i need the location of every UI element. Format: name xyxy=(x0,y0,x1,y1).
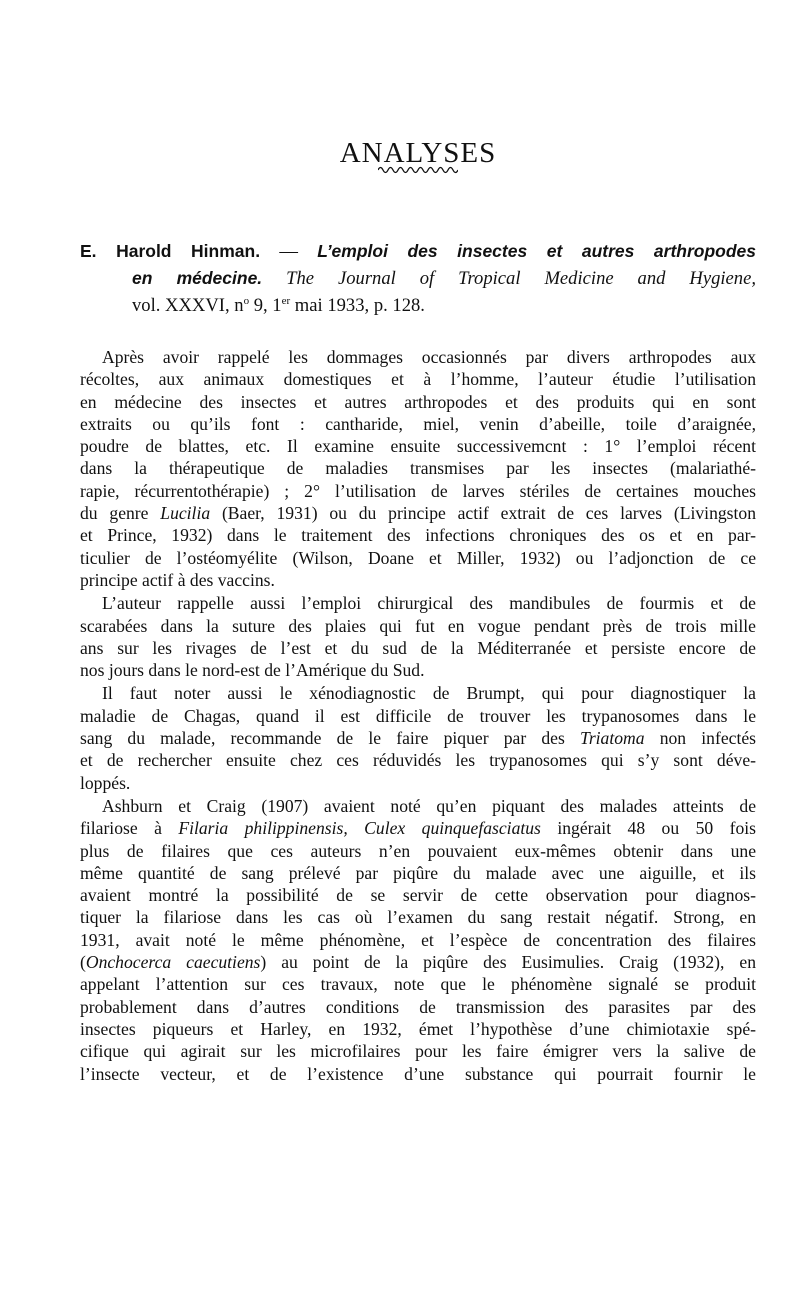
body-line: maladie de Chagas, quand il est difficile de trouver les trypanosomes dans le xyxy=(80,705,756,726)
body-line: Ashburn et Craig (1907) avaient noté qu’en piquant des malades atteints de xyxy=(102,795,756,816)
body-line: Il faut noter aussi le xénodiagnostic de Brumpt, qui pour diagnostiquer la xyxy=(102,683,756,704)
citation-sup-o: o xyxy=(243,294,250,307)
citation-vol-prefix: vol. XXXVI, n xyxy=(132,295,244,316)
body-line: sang du malade, recommande de le faire piquer par des Triatoma non infectés xyxy=(80,728,756,749)
body-line: tiquer la filariose dans les cas où l’examen du sang restait négatif. Strong, en xyxy=(80,907,756,928)
citation-line-1 xyxy=(80,238,756,265)
body-line: L’auteur rappelle aussi l’emploi chirurgical des mandibules de fourmis et de xyxy=(102,593,756,614)
citation-line-3 xyxy=(80,292,756,319)
citation-author: E. Harold Hinman. xyxy=(80,241,261,261)
body-line: et de rechercher ensuite chez ces réduvidés les trypanosomes qui s’y sont déve- xyxy=(80,750,756,771)
body-line: en médecine des insectes et autres arthropodes et des produits qui en sont xyxy=(80,391,756,412)
body-paragraph xyxy=(80,795,756,1085)
citation-dash: — xyxy=(260,241,318,262)
body-line: plus de filaires que ces auteurs n’en pouvaient eux-mêmes obtenir dans une xyxy=(80,840,756,861)
wavy-ornament-icon xyxy=(378,164,458,176)
italic-term: Triatoma xyxy=(580,728,645,749)
body-line: même quantité de sang prélevé par piqûre du malade avec une aiguille, et ils xyxy=(80,862,756,883)
body-line: nos jours dans le nord-est de l’Amérique du Sud. xyxy=(80,660,425,681)
body-line: ans sur les rivages de l’est et du sud de la Méditerranée et persiste encore de xyxy=(80,637,756,658)
body-paragraph xyxy=(80,682,756,793)
citation-journal: The Journal of Tropical Medicine and Hygiene, xyxy=(286,268,756,289)
body-line: ticulier de l’ostéomyélite (Wilson, Doane et Miller, 1932) ou l’adjonction de ce xyxy=(80,547,756,568)
body-line: 1931, avait noté le même phénomène, et l’espèce de concentration des filaires xyxy=(80,929,756,950)
body-line: principe actif à des vaccins. xyxy=(80,569,275,590)
body-line: scarabées dans la suture des plaies qui fut en vogue pendant près de trois mille xyxy=(80,615,756,636)
citation-vol-num: 9, 1 xyxy=(249,295,282,316)
italic-term: Onchocerca caecutiens xyxy=(85,952,261,973)
citation-line-2 xyxy=(80,265,756,292)
body-line: l’insecte vecteur, et de l’existence d’une substance qui pourrait fournir le xyxy=(80,1063,756,1084)
bibliographic-citation xyxy=(80,238,756,319)
body-line: récoltes, aux animaux domestiques et à l’homme, l’auteur étudie l’utilisation xyxy=(80,369,756,390)
wavy-ornament-divider xyxy=(378,164,458,176)
citation-title-part2: en médecine. xyxy=(132,268,263,288)
citation-sup-er: er xyxy=(281,294,291,307)
body-line: Après avoir rappelé les dommages occasionnés par divers arthropodes aux xyxy=(102,347,756,367)
analysis-body xyxy=(80,346,756,1085)
body-paragraph xyxy=(80,346,756,591)
body-line: (Onchocerca caecutiens) au point de la piqûre des Eusimulies. Craig (1932), en xyxy=(80,952,756,973)
body-line: extraits ou qu’ils font : cantharide, miel, venin d’abeille, toile d’araignée, xyxy=(80,413,756,434)
body-paragraph xyxy=(80,592,756,681)
italic-term: Lucilia xyxy=(160,503,211,524)
citation-vol-rest: mai 1933, p. 128. xyxy=(290,295,425,316)
body-line: loppés. xyxy=(80,772,131,793)
body-line: poudre de blattes, etc. Il examine ensuite successivemcnt : 1° l’emploi récent xyxy=(80,436,756,457)
body-line: du genre Lucilia (Baer, 1931) ou du principe actif extrait de ces larves (Livingston xyxy=(80,503,756,524)
body-line: filariose à Filaria philippinensis, Culex quinquefasciatus ingérait 48 ou 50 fois xyxy=(80,818,757,839)
body-line: dans la thérapeutique de maladies transmises par les insectes (malariathé- xyxy=(80,458,756,479)
body-line: et Prince, 1932) dans le traitement des infections chroniques des os et en par- xyxy=(80,525,756,546)
page-title: ANALYSES xyxy=(339,137,497,170)
body-line: probablement dans d’autres conditions de transmission des parasites par des xyxy=(80,996,756,1017)
body-line: cifique qui agirait sur les microfilaires pour les faire émigrer vers la salive de xyxy=(80,1041,756,1062)
citation-title-part1: L’emploi des insectes et autres arthropodes xyxy=(317,241,756,261)
body-line: avaient montré la possibilité de se servir de cette observation pour diagnos- xyxy=(80,885,756,906)
body-line: insectes piqueurs et Harley, en 1932, émet l’hypothèse d’une chimiotaxie spé- xyxy=(80,1018,756,1039)
italic-term: Filaria philippinensis, Culex quinquefasciatus xyxy=(178,818,541,839)
body-line: appelant l’attention sur ces travaux, note que le phénomène signalé se produit xyxy=(80,974,756,995)
body-line: rapie, récurrentothérapie) ; 2° l’utilisation de larves stériles de certaines mouches xyxy=(80,480,756,501)
